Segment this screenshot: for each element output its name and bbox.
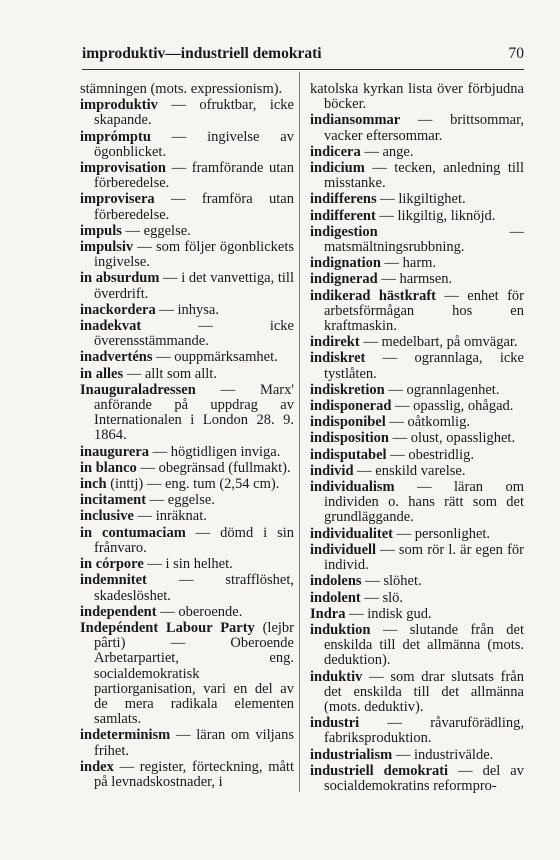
entry-definition: — som drar slutsats från det enskilda till det allmänna (mots. deduktiv).	[324, 668, 524, 715]
entry-definition: — högtidligen inviga.	[149, 443, 281, 460]
dictionary-entry	[80, 728, 294, 758]
dictionary-entry	[80, 605, 294, 620]
entry-headword: indicera	[310, 143, 361, 160]
entry-definition: — icke överensstämmande.	[94, 318, 294, 350]
entry-headword: indiskretion	[310, 381, 385, 398]
dictionary-entry	[80, 161, 294, 191]
header-rule	[82, 69, 524, 70]
entry-headword: improvisera	[80, 191, 155, 208]
entry-definition: — inräknat.	[133, 508, 207, 525]
entry-definition: — dömd i sin frånvaro.	[94, 524, 295, 556]
dictionary-entry	[310, 480, 524, 526]
dictionary-entry	[80, 271, 294, 301]
dictionary-entry	[310, 748, 524, 763]
entry-headword: Inauguraladressen	[80, 381, 196, 398]
entry-definition: — råvaruförädling, fabriksproduktion.	[324, 715, 524, 747]
entry-definition: — opasslig, ohågad.	[391, 398, 514, 415]
dictionary-entry	[80, 557, 294, 572]
entry-definition: — oberoende.	[156, 603, 243, 620]
dictionary-entry	[310, 716, 524, 746]
entry-definition: — matsmältningsrubbning.	[324, 223, 524, 256]
dictionary-entry	[80, 461, 294, 476]
entry-headword: indiskret	[310, 350, 366, 367]
page-number: 70	[508, 45, 524, 62]
entry-definition: — ange.	[360, 143, 414, 160]
dictionary-entry	[80, 573, 294, 603]
dictionary-entry	[80, 493, 294, 508]
entry-definition: (lejbr pârti) — Oberoende Arbetarpartiet, eng. socialdemokratisk partiorganisation, vari en del av de mera radikala elementen samlats.	[94, 619, 294, 728]
entry-definition: stämningen (mots. expressionism).	[80, 81, 283, 97]
entry-definition: — obestridlig.	[386, 446, 474, 463]
dictionary-entry	[310, 256, 524, 271]
entry-headword: induktion	[310, 621, 371, 638]
entry-definition: katolska kyrkan lista över förbjudna böcker.	[310, 81, 524, 113]
dictionary-entry	[80, 303, 294, 318]
dictionary-entry	[80, 319, 294, 349]
entry-definition: — som rör l. är egen för individ.	[324, 541, 524, 574]
entry-headword: indemnitet	[80, 572, 147, 589]
entry-headword: improvisation	[80, 160, 166, 177]
dictionary-entry	[80, 240, 294, 270]
entry-headword: impulsiv	[80, 239, 134, 256]
entry-definition: (inttj) — eng. tum (2,54 cm).	[106, 476, 280, 493]
entry-headword: imprómptu	[80, 128, 151, 145]
entry-definition: — som följer ögonblickets ingivelse.	[94, 239, 294, 271]
entry-headword: inadekvat	[80, 318, 142, 335]
dictionary-entry	[310, 192, 524, 207]
entry-definition: — medelbart, på omvägar.	[359, 334, 518, 351]
entry-headword: indeterminism	[80, 727, 171, 744]
entry-definition: — harm.	[380, 255, 437, 272]
entry-headword: independent	[80, 603, 157, 620]
dictionary-entry	[80, 192, 294, 222]
dictionary-entry	[80, 509, 294, 524]
entry-headword: indisponibel	[310, 414, 386, 431]
entry-definition: — personlighet.	[393, 525, 491, 542]
entry-headword: Indra	[310, 605, 346, 622]
dictionary-entry	[310, 464, 524, 479]
dictionary-entry	[310, 335, 524, 350]
entry-definition: — obegränsad (fullmakt).	[136, 459, 291, 476]
entry-definition: — slö.	[360, 589, 404, 606]
entry-headword: industriell demokrati	[310, 762, 449, 779]
dictionary-entry	[310, 161, 524, 191]
entry-headword: inch	[80, 476, 107, 493]
entry-definition: — olust, opasslighet.	[389, 430, 516, 447]
entry-definition: — i sin helhet.	[143, 556, 233, 573]
entry-headword: individuell	[310, 541, 377, 558]
entry-headword: in córpore	[80, 556, 144, 573]
dictionary-entry	[80, 98, 294, 128]
right-column	[310, 82, 524, 795]
entry-definition: — slutande från det enskilda till det allmänna (mots. deduktion).	[324, 621, 524, 669]
entry-headword: induktiv	[310, 668, 363, 685]
left-column	[80, 82, 294, 791]
dictionary-entry	[310, 543, 524, 573]
entry-definition: — ofruktbar, icke skapande.	[94, 97, 294, 129]
entry-headword: individ	[310, 462, 354, 479]
entry-headword: indikerad hästkraft	[310, 287, 437, 304]
dictionary-entry	[80, 526, 294, 556]
entry-headword: improduktiv	[80, 97, 158, 114]
dictionary-entry	[310, 272, 524, 287]
dictionary-entry	[80, 367, 294, 382]
entry-headword: individualism	[310, 479, 395, 496]
entry-definition: — likgiltig, liknöjd.	[375, 207, 496, 224]
dictionary-entry	[80, 82, 294, 97]
entry-headword: impuls	[80, 222, 122, 239]
dictionary-entry	[310, 591, 524, 606]
dictionary-entry	[80, 445, 294, 460]
entry-definition: — ouppmärksamhet.	[152, 349, 278, 366]
dictionary-entry	[80, 350, 294, 365]
entry-headword: incitament	[80, 492, 147, 509]
entry-definition: — framföra utan förberedelse.	[94, 191, 294, 223]
entry-headword: indigestion	[310, 223, 378, 240]
entry-headword: in blanco	[80, 459, 137, 476]
entry-definition: — enskild varelse.	[353, 462, 466, 479]
entry-headword: Indepéndent Labour Party	[80, 619, 255, 636]
dictionary-entry	[80, 130, 294, 160]
entry-headword: indiansommar	[310, 112, 401, 129]
dictionary-entry	[310, 670, 524, 716]
dictionary-entry	[310, 764, 524, 794]
entry-definition: — ogrannlagenhet.	[384, 381, 500, 398]
entry-headword: indisponerad	[310, 398, 392, 415]
entry-headword: index	[80, 758, 114, 775]
entry-definition: — brittsommar, vacker eftersommar.	[324, 112, 524, 144]
dictionary-entry	[80, 477, 294, 492]
page-header	[82, 45, 524, 67]
dictionary-entry	[310, 383, 524, 398]
entry-headword: in contumaciam	[80, 524, 186, 541]
entry-definition: — del av socialdemokratins reformpro-	[324, 762, 524, 794]
entry-headword: indicium	[310, 160, 365, 177]
entry-definition: — Marx' anförande på uppdrag av Internationalen i London 28. 9. 1864.	[94, 381, 294, 444]
entry-headword: inackordera	[80, 301, 156, 318]
entry-headword: indignation	[310, 255, 381, 272]
entry-definition: — enhet för arbetsförmågan hos en kraftmaskin.	[324, 287, 524, 335]
dictionary-entry	[310, 607, 524, 622]
column-divider	[299, 72, 300, 792]
entry-headword: indisputabel	[310, 446, 387, 463]
entry-headword: in alles	[80, 365, 124, 382]
dictionary-entry	[310, 289, 524, 335]
dictionary-entry	[310, 448, 524, 463]
dictionary-entry	[310, 527, 524, 542]
running-head: improduktiv—industriell demokrati	[82, 45, 322, 62]
entry-headword: indolens	[310, 573, 362, 590]
entry-definition: — industrivälde.	[392, 746, 494, 763]
dictionary-entry	[80, 383, 294, 444]
entry-definition: — ingivelse av ögonblicket.	[94, 128, 294, 160]
dictionary-entry	[80, 224, 294, 239]
entry-definition: — oåtkomlig.	[385, 414, 470, 431]
dictionary-entry	[80, 621, 294, 727]
entry-headword: indisposition	[310, 430, 389, 447]
entry-definition: — läran om viljans frihet.	[94, 727, 294, 759]
entry-definition: — eggelse.	[146, 492, 215, 509]
dictionary-entry	[310, 145, 524, 160]
entry-definition: — tecken, anledning till misstanke.	[324, 160, 524, 192]
entry-headword: individualitet	[310, 525, 393, 542]
entry-definition: — indisk gud.	[345, 605, 432, 622]
dictionary-entry	[310, 113, 524, 143]
dictionary-entry	[310, 415, 524, 430]
entry-definition: — allt som allt.	[123, 365, 217, 382]
entry-headword: inclusive	[80, 508, 134, 525]
entry-headword: indolent	[310, 589, 361, 606]
entry-headword: industrialism	[310, 746, 393, 763]
entry-definition: — slöhet.	[361, 573, 422, 590]
dictionary-entry	[310, 431, 524, 446]
entry-definition: — likgiltighet.	[376, 191, 466, 208]
entry-definition: — läran om individen o. hans rätt som det grundläggande.	[324, 479, 524, 526]
dictionary-entry	[310, 209, 524, 224]
entry-definition: — register, förteckning, mått på levnadskostnader, i	[94, 758, 294, 790]
dictionary-entry	[310, 351, 524, 381]
entry-headword: indifferent	[310, 207, 376, 224]
entry-definition: — harmsen.	[377, 271, 453, 288]
dictionary-entry	[310, 574, 524, 589]
entry-definition: — strafflöshet, skadeslöshet.	[94, 572, 294, 604]
dictionary-entry	[310, 623, 524, 669]
entry-definition: — framförande utan förberedelse.	[94, 160, 294, 192]
entry-headword: indifferens	[310, 191, 377, 208]
dictionary-entry	[310, 82, 524, 112]
entry-definition: — inhysa.	[155, 301, 219, 318]
entry-headword: inadverténs	[80, 349, 153, 366]
entry-definition: — ogrannlaga, icke tystlåten.	[324, 350, 524, 382]
entry-headword: indirekt	[310, 334, 360, 351]
dictionary-entry	[310, 399, 524, 414]
dictionary-entry	[310, 225, 524, 255]
entry-headword: in absurdum	[80, 270, 160, 287]
entry-definition: — eggelse.	[121, 222, 191, 239]
entry-headword: industri	[310, 715, 360, 732]
entry-headword: indignerad	[310, 271, 378, 288]
dictionary-entry	[80, 760, 294, 790]
entry-definition: — i det vanvettiga, till överdrift.	[94, 270, 294, 302]
entry-headword: inaugurera	[80, 443, 150, 460]
